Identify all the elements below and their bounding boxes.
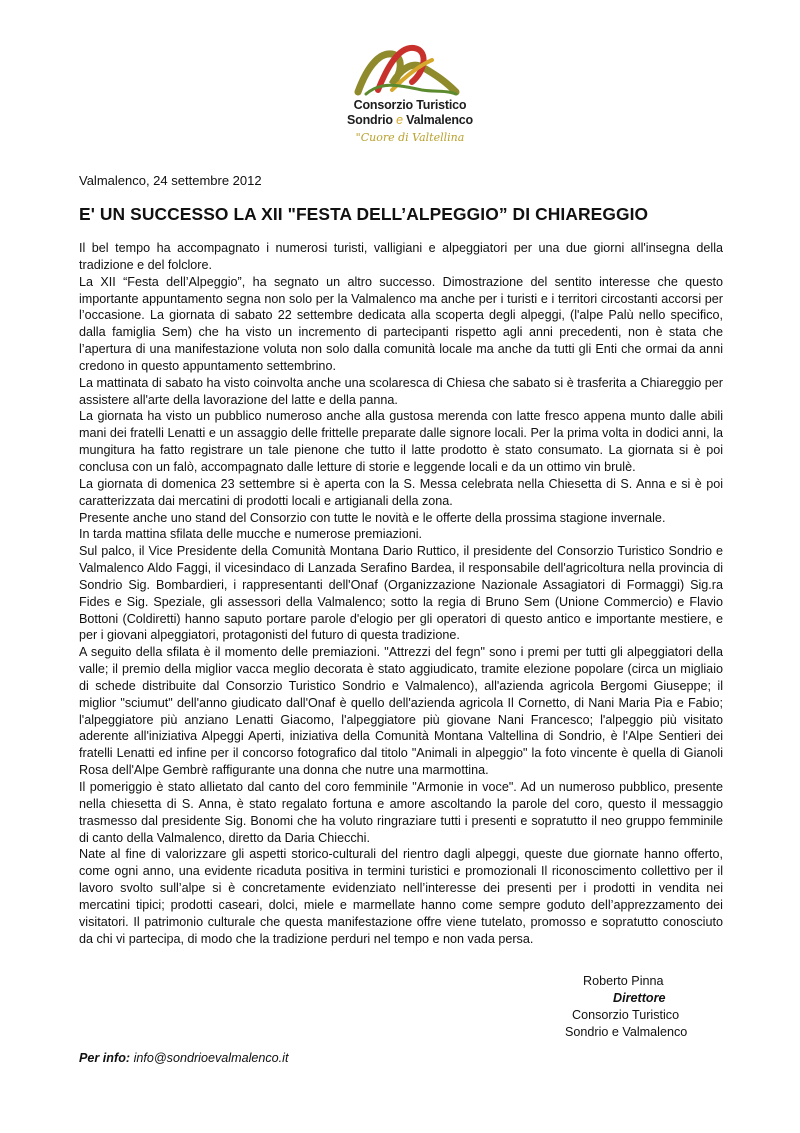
paragraph: La giornata di domenica 23 settembre si è aperta con la S. Messa celebrata nella Chiesetta di S. Anna e si è poi caratterizzata dai mercatini di prodotti locali e artigianali della zona. [79, 476, 723, 508]
paragraph: La giornata ha visto un pubblico numeroso anche alla gustosa merenda con latte fresco appena munto dalle abili mani dei fratelli Lenatti e un assaggio delle frittelle preparate dalle signore locali. Per la prima volta in dodici anni, la mungitura ha fatto registrare un tale pienone che tutto il latte prodotto è stato consumato. La giornata si è poi conclusa con un falò, accompagnato dalle letture di storie e leggende locali e da un ottimo vin brulè. [79, 409, 723, 474]
signature-block [560, 973, 720, 1041]
paragraph: A seguito della sfilata è il momento delle premiazioni. "Attrezzi del fegn" sono i premi per tutti gli alpeggiatori della valle; il premio della miglior vacca meglio decorata è stato aggiudicato, tramite elezione popolare (circa un migliaio di schede distribuite dal Consorzio Turistico Sondrio e Valmalenco), all'azienda agricola Bergomi Giuseppe; il miglior "sciumut" dell'anno giudicato dall'Onaf è quello dell'azienda agricola Il Cornetto, di Nani Maria Pia e Fabio; l'alpeggiatore più anziano Lenatti Giacomo, l'alpeggiatore più giovane Nani Francesco; l'alpeggio più visitato aderente all'iniziativa Alpeggi Aperti, iniziativa della Comunità Montana Valtellina di Sondrio, è l'Alpe Sentieri dei fratelli Lenatti ed infine per il concorso fotografico dal titolo "Animali in alpeggio" la foto vincente è quella di Gianoli Rosa dell'Alpe Gembrè raffigurante una donna che nutre una marmottina. [79, 645, 723, 778]
signer-name: Roberto Pinna [583, 974, 664, 988]
paragraph: Il pomeriggio è stato allietato dal canto del coro femminile "Armonie in voce". Ad un numeroso pubblico, presente nella chiesetta di S. Anna, è stato regalato fortuna e amore ascoltando la parole del coro, questo il messaggio trasmesso dal presidente Sig. Bonomi che ha voluto ringraziare tutti i presenti e sopratutto il neo gruppo femminile di canto della Valmalenco, diretto da Daria Chiecchi. [79, 780, 723, 845]
logo-line2-sondrio: Sondrio [347, 113, 393, 127]
paragraph: La XII “Festa dell’Alpeggio”, ha segnato un altro successo. Dimostrazione del sentito interesse che questo importante appuntamento segna non solo per la Valmalenco ma anche per i turisti e i territori circostanti accorsi per l’occasione. La giornata di sabato 22 settembre dedicata alla scoperta degli alpeggi, (l'alpe Palù nello specifico, dalla famiglia Sem) che ha visto un incremento di partecipanti rispetto agli anni precedenti, non è stata che l’apertura di una manifestazione voluta non solo dalla comunità locale ma anche da tutti gli Enti che ormai da anni credono in questo appuntamento settembrino. [79, 274, 723, 373]
paragraph: La mattinata di sabato ha visto coinvolta anche una scolaresca di Chiesa che sabato si è trasferita a Chiareggio per assistere all'arte della lavorazione del latte e della panna. [79, 375, 723, 407]
document-title: E' UN SUCCESSO LA XII "FESTA DELL’ALPEGGIO” DI CHIAREGGIO [79, 204, 649, 224]
paragraph: Presente anche uno stand del Consorzio con tutte le novità e le offerte della prossima stagione invernale. [79, 510, 666, 525]
paragraph: Il bel tempo ha accompagnato i numerosi turisti, valligiani e alpeggiatori per una due giorni all'insegna della tradizione e del folclore. [79, 241, 723, 272]
paragraph: Nate al fine di valorizzare gli aspetti storico-culturali del rientro dagli alpeggi, queste due giornate hanno offerto, come ogni anno, una evidente ricaduta positiva in termini turistici e promozionali Il riconoscimento collettivo per il lavoro svolto sull’alpe si è concretamente evidenziato nell’interesse dei presenti per i prodotti in vendita nei mercatini tipici; prodotti caseari, dolci, miele e marmellate hanno come sempre goduto dell’apprezzamento dei visitatori. Il patrimonio culturale che questa manifestazione offre viene tutelato, promosso e sopratutto conosciuto da chi vi partecipa, di modo che la tradizione perduri nel tempo e non vada persa. [79, 847, 723, 946]
paragraph: In tarda mattina sfilata delle mucche e numerose premiazioni. [79, 527, 423, 542]
logo-line2-valmalenco: Valmalenco [406, 113, 473, 127]
logo-line2-e: e [396, 113, 403, 127]
contact-info [79, 1051, 288, 1065]
document-body [79, 240, 723, 947]
consorzio-logo [330, 40, 480, 160]
contact-label: Per info: [79, 1051, 131, 1065]
signer-org-line1: Consorzio Turistico [572, 1008, 680, 1022]
logo-line2 [340, 113, 480, 127]
signer-org-line2: Sondrio e Valmalenco [565, 1025, 688, 1039]
signer-role: Direttore [613, 991, 666, 1005]
document-date: Valmalenco, 24 settembre 2012 [79, 173, 262, 188]
heart-mountain-icon [352, 40, 462, 100]
contact-email[interactable]: info@sondrioevalmalenco.it [133, 1051, 289, 1065]
logo-tagline: "Cuore di Valtellina [355, 131, 465, 144]
logo-line1: Consorzio Turistico [353, 98, 467, 112]
paragraph: Sul palco, il Vice Presidente della Comunità Montana Dario Ruttico, il presidente del Consorzio Turistico Sondrio e Valmalenco Aldo Faggi, il vicesindaco di Lanzada Serafino Bardea, il responsabile dell'agricoltura nella provincia di Sondrio Sig. Bombardieri, i rappresentanti dell'Onaf (Organizzazione Nazionale Assagiatori di Formaggi) Sig.ra Fides e Sig. Speziale, gli assessori della Valmalenco; sotto la regia di Bruno Sem (Unione Commercio) e Flavio Bottoni (Coldiretti) hanno saputo portare parole d'elogio per gli operatori di questo antico e importante mestiere, e per i giovani alpeggiatori, protagonisti del futuro di questa tradizione. [79, 544, 723, 643]
